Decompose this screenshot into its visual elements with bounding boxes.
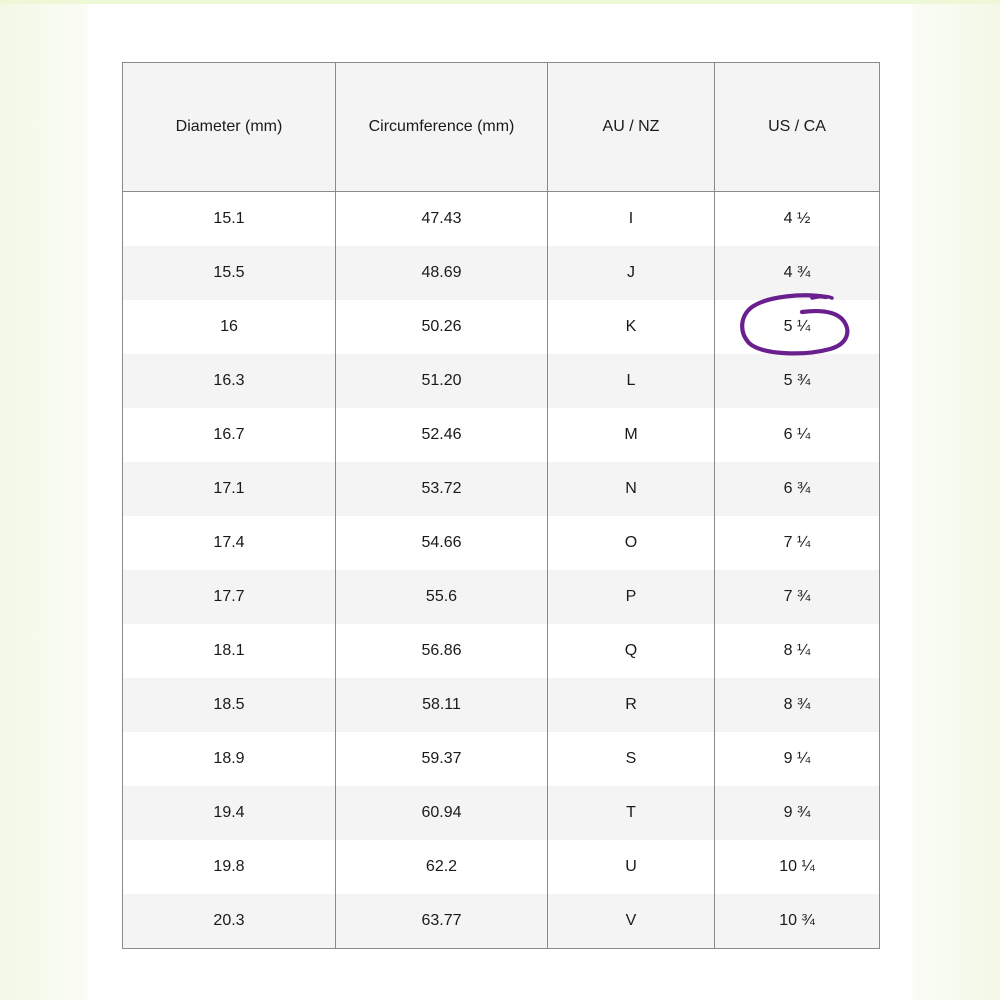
cell-circumference: 62.2 <box>336 840 548 894</box>
cell-circumference: 53.72 <box>336 462 548 516</box>
cell-us-ca: 9 ¼ <box>715 732 880 786</box>
cell-diameter: 16 <box>123 300 336 354</box>
cell-diameter: 16.7 <box>123 408 336 462</box>
cell-diameter: 18.5 <box>123 678 336 732</box>
cell-au-nz: N <box>548 462 715 516</box>
table-row <box>123 840 880 894</box>
cell-circumference: 59.37 <box>336 732 548 786</box>
cell-au-nz: M <box>548 408 715 462</box>
table-row <box>123 894 880 949</box>
cell-us-ca: 8 ¾ <box>715 678 880 732</box>
cell-circumference: 47.43 <box>336 192 548 247</box>
cell-us-ca: 10 ¾ <box>715 894 880 949</box>
cell-diameter: 20.3 <box>123 894 336 949</box>
cell-circumference: 63.77 <box>336 894 548 949</box>
table-row <box>123 408 880 462</box>
cell-diameter: 19.8 <box>123 840 336 894</box>
cell-us-ca: 6 ¾ <box>715 462 880 516</box>
cell-diameter: 19.4 <box>123 786 336 840</box>
cell-diameter: 17.1 <box>123 462 336 516</box>
size-chart-page <box>88 4 912 1000</box>
table-row <box>123 462 880 516</box>
table-row <box>123 678 880 732</box>
cell-circumference: 55.6 <box>336 570 548 624</box>
cell-au-nz: Q <box>548 624 715 678</box>
cell-us-ca: 9 ¾ <box>715 786 880 840</box>
header-diameter: Diameter (mm) <box>123 63 336 192</box>
header-au-nz: AU / NZ <box>548 63 715 192</box>
cell-us-ca: 7 ¾ <box>715 570 880 624</box>
cell-circumference: 60.94 <box>336 786 548 840</box>
header-us-ca: US / CA <box>715 63 880 192</box>
table-row <box>123 246 880 300</box>
table-row <box>123 786 880 840</box>
cell-us-ca: 4 ¾ <box>715 246 880 300</box>
cell-au-nz: K <box>548 300 715 354</box>
cell-diameter: 18.9 <box>123 732 336 786</box>
cell-circumference: 56.86 <box>336 624 548 678</box>
cell-circumference: 48.69 <box>336 246 548 300</box>
cell-diameter: 15.5 <box>123 246 336 300</box>
cell-us-ca: 7 ¼ <box>715 516 880 570</box>
cell-au-nz: U <box>548 840 715 894</box>
cell-au-nz: S <box>548 732 715 786</box>
header-circumference: Circumference (mm) <box>336 63 548 192</box>
cell-au-nz: T <box>548 786 715 840</box>
table-row <box>123 624 880 678</box>
header-row <box>123 63 880 192</box>
cell-us-ca: 5 ¼ <box>715 300 880 354</box>
cell-diameter: 16.3 <box>123 354 336 408</box>
cell-au-nz: I <box>548 192 715 247</box>
cell-diameter: 17.4 <box>123 516 336 570</box>
cell-diameter: 18.1 <box>123 624 336 678</box>
cell-us-ca: 5 ¾ <box>715 354 880 408</box>
cell-au-nz: O <box>548 516 715 570</box>
cell-au-nz: R <box>548 678 715 732</box>
cell-au-nz: L <box>548 354 715 408</box>
cell-circumference: 50.26 <box>336 300 548 354</box>
cell-us-ca: 8 ¼ <box>715 624 880 678</box>
table-row <box>123 516 880 570</box>
ring-size-table <box>122 62 880 949</box>
cell-diameter: 15.1 <box>123 192 336 247</box>
cell-au-nz: V <box>548 894 715 949</box>
table-row <box>123 354 880 408</box>
cell-circumference: 54.66 <box>336 516 548 570</box>
table-row <box>123 570 880 624</box>
cell-us-ca: 6 ¼ <box>715 408 880 462</box>
cell-us-ca: 4 ½ <box>715 192 880 247</box>
table-row <box>123 300 880 354</box>
cell-au-nz: P <box>548 570 715 624</box>
cell-circumference: 52.46 <box>336 408 548 462</box>
cell-us-ca: 10 ¼ <box>715 840 880 894</box>
table-row <box>123 192 880 247</box>
cell-circumference: 51.20 <box>336 354 548 408</box>
table-row <box>123 732 880 786</box>
cell-circumference: 58.11 <box>336 678 548 732</box>
cell-au-nz: J <box>548 246 715 300</box>
cell-diameter: 17.7 <box>123 570 336 624</box>
